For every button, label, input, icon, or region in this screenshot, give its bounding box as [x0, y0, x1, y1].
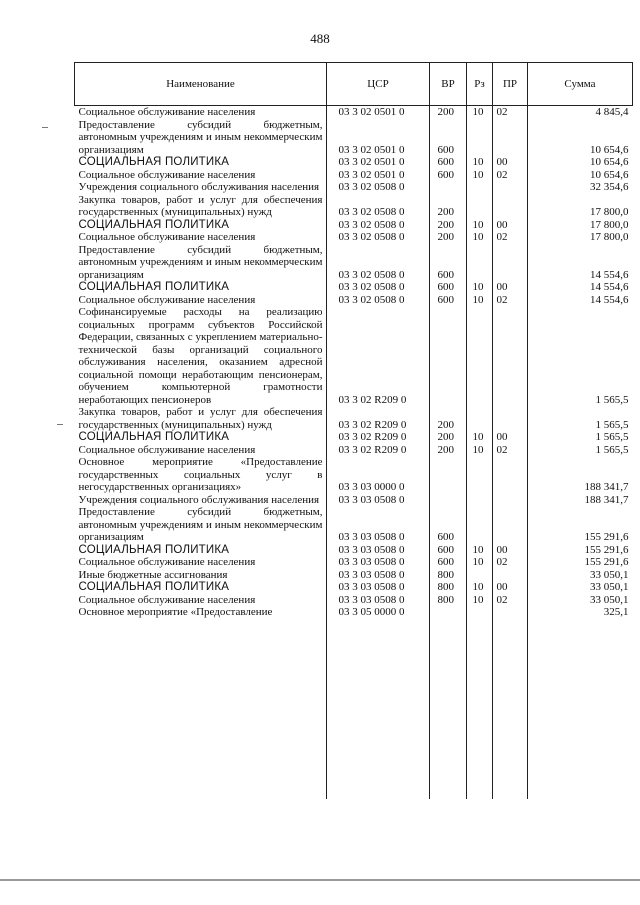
cell-vr: 600 — [437, 168, 454, 181]
cell-vr — [430, 181, 467, 194]
cell-csr: 03 3 02 0508 0 — [338, 206, 405, 218]
cell-name: СОЦИАЛЬНАЯ ПОЛИТИКА — [78, 218, 230, 231]
cell-name: СОЦИАЛЬНАЯ ПОЛИТИКА — [78, 543, 230, 556]
cell-rz: 10 — [472, 106, 484, 118]
cell-pr — [493, 194, 528, 219]
cell-sum: 1 565,5 — [595, 443, 629, 456]
cell-rz: 10 — [472, 156, 484, 168]
cell-name: Социальное обслуживание населения — [78, 106, 256, 118]
cell-pr: 00 — [496, 218, 508, 231]
cell-vr — [430, 306, 467, 406]
cell-rz: 10 — [472, 543, 484, 556]
column-rule — [326, 102, 327, 799]
cell-csr: 03 3 05 0000 0 — [338, 606, 405, 618]
cell-name: Софинансируемые расходы на реализацию социальных программ субъектов Российской Федерации, связанных с укреплением материально-технической базы организаций социального обслуживания населения, оказанием адресной социальной помощи неработающим пенсионерам, обучением компьютерной грамотности неработающих пенсионеров — [78, 306, 323, 406]
cell-rz — [467, 494, 493, 507]
cell-name: Основное мероприятие «Предоставление государственных социальных услуг в негосударственных организациях» — [78, 456, 323, 493]
cell-rz: 10 — [472, 231, 484, 243]
cell-vr: 800 — [437, 568, 454, 581]
cell-csr: 03 3 02 0508 0 — [338, 181, 405, 193]
cell-name: СОЦИАЛЬНАЯ ПОЛИТИКА — [78, 281, 230, 293]
cell-pr: 02 — [496, 231, 508, 243]
cell-sum: 188 341,7 — [584, 481, 629, 493]
table-header-row — [75, 63, 633, 106]
cell-rz — [467, 244, 493, 282]
cell-csr: 03 3 02 0508 0 — [338, 268, 405, 281]
table-row — [75, 244, 633, 282]
cell-name: Социальное обслуживание населения — [78, 556, 256, 568]
cell-vr: 600 — [437, 543, 454, 556]
cell-csr: 03 3 02 0508 0 — [338, 281, 405, 293]
cell-csr: 03 3 03 0508 0 — [338, 581, 405, 593]
cell-pr: 02 — [496, 106, 508, 118]
header-pr: ПР — [493, 63, 528, 106]
cell-csr: 03 3 03 0000 0 — [338, 481, 405, 493]
header-vr: ВР — [430, 63, 467, 106]
cell-name: Основное мероприятие «Предоставление — [78, 606, 273, 618]
cell-csr: 03 3 02 R209 0 — [338, 443, 407, 456]
cell-vr: 800 — [437, 593, 454, 606]
cell-sum: 32 354,6 — [590, 181, 629, 193]
table-row — [75, 406, 633, 431]
cell-sum: 33 050,1 — [590, 581, 629, 593]
cell-csr: 03 3 02 0501 0 — [338, 106, 405, 118]
cell-name: Социальное обслуживание населения — [78, 593, 256, 606]
cell-pr — [493, 506, 528, 544]
cell-vr: 200 — [437, 431, 454, 443]
cell-rz — [467, 506, 493, 544]
table-row — [75, 294, 633, 307]
cell-csr: 03 3 02 R209 0 — [338, 393, 407, 406]
cell-sum: 10 654,6 — [590, 156, 629, 168]
cell-vr: 600 — [437, 281, 454, 293]
cell-pr — [493, 306, 528, 406]
cell-name: СОЦИАЛЬНАЯ ПОЛИТИКА — [78, 581, 230, 593]
table-row — [75, 569, 633, 582]
cell-vr: 200 — [437, 231, 454, 243]
cell-pr — [493, 569, 528, 582]
cell-rz: 10 — [472, 556, 484, 568]
cell-vr: 600 — [437, 556, 454, 568]
cell-pr — [493, 494, 528, 507]
margin-mark — [57, 424, 63, 425]
cell-sum: 10 654,6 — [590, 168, 629, 181]
cell-pr: 00 — [496, 156, 508, 168]
column-rule — [466, 102, 467, 799]
cell-sum: 14 554,6 — [590, 268, 629, 281]
header-rz: Рз — [467, 63, 493, 106]
cell-csr: 03 3 02 0501 0 — [338, 156, 405, 168]
cell-sum: 155 291,6 — [584, 543, 629, 556]
cell-name: Учреждения социального обслуживания населения — [78, 493, 320, 506]
table-row — [75, 556, 633, 569]
cell-rz — [467, 606, 493, 619]
table-row — [75, 156, 633, 169]
cell-rz: 10 — [472, 281, 484, 293]
cell-pr: 00 — [496, 431, 508, 443]
cell-name: Социальное обслуживание населения — [78, 231, 256, 243]
cell-sum: 14 554,6 — [590, 281, 629, 293]
table-row — [75, 456, 633, 494]
cell-pr: 00 — [496, 581, 508, 593]
cell-vr — [430, 456, 467, 494]
cell-rz: 10 — [472, 581, 484, 593]
cell-csr: 03 3 03 0508 0 — [338, 568, 405, 581]
cell-pr — [493, 181, 528, 194]
cell-rz: 10 — [472, 218, 484, 231]
cell-rz — [467, 306, 493, 406]
cell-vr — [430, 606, 467, 619]
budget-table — [74, 62, 633, 619]
cell-csr: 03 3 03 0508 0 — [338, 493, 405, 506]
cell-pr: 02 — [496, 593, 508, 606]
cell-vr: 200 — [437, 206, 454, 218]
table-row — [75, 119, 633, 157]
cell-name: Предоставление субсидий бюджетным, автономным учреждениям и иным некоммерческим организациям — [78, 243, 323, 281]
cell-sum: 17 800,0 — [590, 206, 629, 218]
cell-sum: 1 565,5 — [595, 418, 629, 431]
cell-csr: 03 3 03 0508 0 — [338, 543, 405, 556]
cell-sum: 188 341,7 — [584, 493, 629, 506]
cell-vr: 800 — [437, 581, 454, 593]
table-row — [75, 506, 633, 544]
cell-sum: 4 845,4 — [595, 106, 629, 118]
column-rule — [429, 102, 430, 799]
cell-sum: 155 291,6 — [584, 531, 629, 543]
cell-vr: 600 — [437, 156, 454, 168]
cell-csr: 03 3 03 0508 0 — [338, 593, 405, 606]
cell-sum: 10 654,6 — [590, 143, 629, 156]
cell-name: СОЦИАЛЬНАЯ ПОЛИТИКА — [78, 431, 230, 443]
cell-csr: 03 3 02 R209 0 — [338, 431, 407, 443]
cell-name: Социальное обслуживание населения — [78, 168, 256, 181]
table-body — [75, 106, 633, 619]
cell-csr: 03 3 03 0508 0 — [338, 531, 405, 543]
table-row — [75, 181, 633, 194]
table-row — [75, 194, 633, 219]
table-row — [75, 606, 633, 619]
page-number: 488 — [310, 31, 330, 46]
cell-pr: 02 — [496, 293, 508, 306]
cell-rz: 10 — [472, 293, 484, 306]
cell-vr — [430, 494, 467, 507]
cell-vr: 200 — [437, 218, 454, 231]
table-row — [75, 431, 633, 444]
cell-pr: 02 — [496, 168, 508, 181]
cell-name: СОЦИАЛЬНАЯ ПОЛИТИКА — [78, 156, 230, 168]
cell-pr: 02 — [496, 556, 508, 568]
cell-rz — [467, 456, 493, 494]
column-rule — [527, 102, 528, 799]
cell-pr — [493, 119, 528, 157]
cell-name: Социальное обслуживание населения — [78, 443, 256, 456]
cell-vr: 600 — [437, 268, 454, 281]
cell-rz — [467, 569, 493, 582]
cell-rz: 10 — [472, 443, 484, 456]
scan-edge-line — [0, 879, 640, 881]
cell-sum: 33 050,1 — [590, 568, 629, 581]
cell-rz — [467, 406, 493, 431]
cell-name: Закупка товаров, работ и услуг для обеспечения государственных (муниципальных) нужд — [78, 406, 323, 431]
cell-vr: 200 — [437, 418, 454, 431]
cell-pr: 02 — [496, 443, 508, 456]
table-row — [75, 106, 633, 119]
table-row — [75, 306, 633, 406]
cell-pr: 00 — [496, 281, 508, 293]
cell-csr: 03 3 02 0508 0 — [338, 218, 405, 231]
column-rule — [492, 102, 493, 799]
cell-name: Предоставление субсидий бюджетным, автономным учреждениям и иным некоммерческим организациям — [78, 506, 323, 543]
cell-sum: 325,1 — [603, 606, 629, 618]
cell-rz — [467, 119, 493, 157]
table-row — [75, 169, 633, 182]
cell-rz: 10 — [472, 168, 484, 181]
cell-csr: 03 3 02 0501 0 — [338, 168, 405, 181]
cell-csr: 03 3 02 0501 0 — [338, 143, 405, 156]
cell-name: Социальное обслуживание населения — [78, 293, 256, 306]
cell-sum: 17 800,0 — [590, 218, 629, 231]
cell-pr: 00 — [496, 543, 508, 556]
cell-vr: 600 — [437, 531, 454, 543]
cell-rz — [467, 194, 493, 219]
cell-name: Учреждения социального обслуживания населения — [78, 181, 320, 193]
cell-pr — [493, 406, 528, 431]
cell-vr: 600 — [437, 143, 454, 156]
table-row — [75, 444, 633, 457]
cell-vr: 200 — [437, 106, 454, 118]
header-sum: Сумма — [528, 63, 633, 106]
table-row — [75, 281, 633, 294]
cell-name: Предоставление субсидий бюджетным, автономным учреждениям и иным некоммерческим организациям — [78, 118, 323, 156]
header-name: Наименование — [75, 63, 327, 106]
cell-sum: 1 565,5 — [595, 393, 629, 406]
table-row — [75, 594, 633, 607]
cell-sum: 17 800,0 — [590, 231, 629, 243]
cell-csr: 03 3 03 0508 0 — [338, 556, 405, 568]
cell-vr: 600 — [437, 293, 454, 306]
cell-sum: 14 554,6 — [590, 293, 629, 306]
cell-rz — [467, 181, 493, 194]
cell-sum: 1 565,5 — [595, 431, 629, 443]
table-row — [75, 544, 633, 557]
margin-mark — [42, 127, 48, 128]
table-row — [75, 231, 633, 244]
cell-pr — [493, 456, 528, 494]
table-row — [75, 581, 633, 594]
cell-rz: 10 — [472, 593, 484, 606]
cell-pr — [493, 244, 528, 282]
cell-sum: 155 291,6 — [584, 556, 629, 568]
cell-sum: 33 050,1 — [590, 593, 629, 606]
cell-pr — [493, 606, 528, 619]
cell-csr: 03 3 02 0508 0 — [338, 231, 405, 243]
cell-name: Иные бюджетные ассигнования — [78, 568, 228, 581]
table-row — [75, 219, 633, 232]
header-csr: ЦСР — [327, 63, 430, 106]
cell-csr: 03 3 02 0508 0 — [338, 293, 405, 306]
cell-name: Закупка товаров, работ и услуг для обеспечения государственных (муниципальных) нужд — [78, 193, 323, 218]
cell-csr: 03 3 02 R209 0 — [338, 418, 407, 431]
table-row — [75, 494, 633, 507]
cell-rz: 10 — [472, 431, 484, 443]
cell-vr: 200 — [437, 443, 454, 456]
